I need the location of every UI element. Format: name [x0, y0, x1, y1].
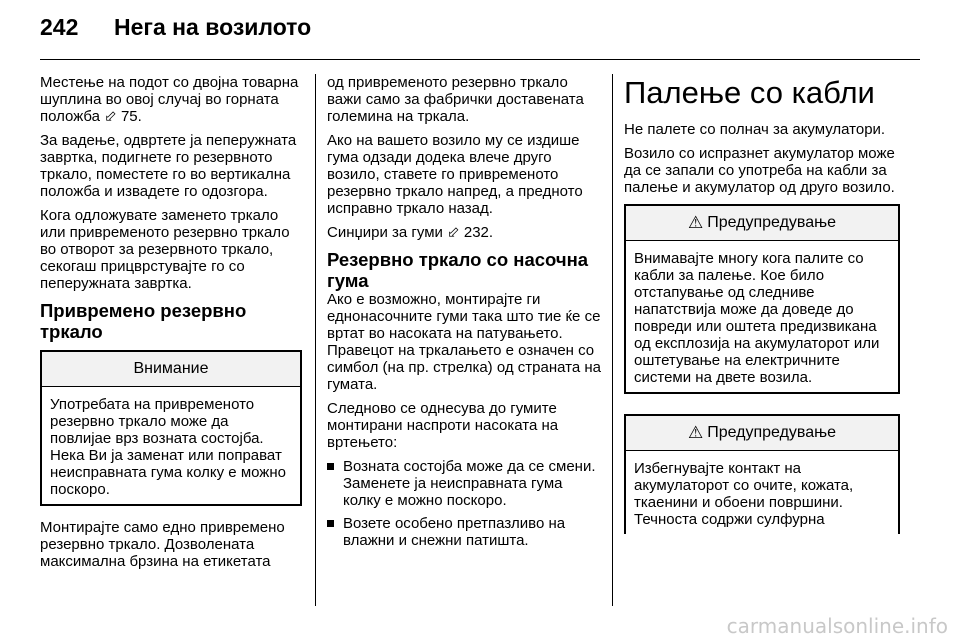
paragraph: Не палете со полнач за акумулатори.: [624, 121, 886, 138]
bullet-icon: [327, 520, 334, 527]
page-header: [40, 14, 311, 48]
paragraph: [327, 224, 601, 241]
paragraph: Следново се однесува до гумите монтирани наспроти насоката на вртењето:: [327, 400, 559, 451]
list-item: [327, 458, 601, 509]
page-ref-icon: ⬃: [447, 224, 460, 241]
column-3: [624, 74, 900, 547]
list-item-text: Возната состојба може да се смени. Заменете ја неисправната гума колку е можно поскоро.: [343, 458, 596, 509]
section-heading: Резервно тркало со насочна гума: [327, 249, 589, 291]
notice-box: [40, 350, 302, 506]
column-1: [40, 74, 302, 577]
notice-text: Употребата на привременото резервно тркало може да повлијае врз возната состојба. Нека Ви ја заменат или поправат неисправната гума колку е можно поскоро.: [50, 396, 286, 498]
warning-triangle-icon: ⚠: [687, 423, 704, 442]
paragraph: Кога одложувате заменето тркало или привременото резервно тркало во отворот за резервното тркало, секогаш прицврстувајте го со пеперужната завртка.: [40, 207, 290, 292]
warning-body: [626, 451, 898, 534]
warning-box: [624, 414, 900, 534]
paragraph-text: Синџири за гуми: [327, 224, 443, 241]
page-title: Нега на возилото: [114, 14, 312, 40]
paragraph: За вадење, одвртете ја пеперужната завртка, подигнете го резервното тркало, поместете го во вертикална положба и извадете го одозгора.: [40, 132, 297, 200]
section-heading: Привремено резервно тркало: [40, 300, 247, 342]
paragraph-text: Местење на подот со двојна товарна шуплина во овој случај во горната положба: [40, 74, 299, 125]
paragraph: Монтирајте само едно привремено резервно тркало. Дозволената максимална брзина на етикетата: [40, 519, 285, 570]
paragraph: [40, 74, 302, 125]
warning-text: Внимавајте многу кога палите со кабли за палење. Кое било отстапување од следниве напатствија може да доведе до повреди или оштета предизвикана од експлозија на акумулаторот или оштетување на електричните системи на двете возила.: [634, 250, 880, 386]
column-2: [327, 74, 601, 555]
header-divider: [40, 59, 920, 60]
page-ref-icon: ⬃: [104, 108, 117, 125]
page-ref-label: 232.: [463, 224, 494, 241]
chapter-heading: Палење со кабли: [624, 75, 875, 110]
warning-box: [624, 204, 900, 394]
list-item-text: Возете особено претпазливо на влажни и снежни патишта.: [343, 515, 566, 549]
page-ref-label: 75.: [120, 108, 142, 125]
bullet-icon: [327, 463, 334, 470]
warning-header: [626, 206, 898, 241]
warning-text: Избегнувајте контакт на акумулаторот со очите, кожата, ткаенини и обоени површини. Течноста содржи сулфурна: [634, 460, 854, 528]
list-item: [327, 515, 601, 549]
notice-body: [42, 387, 300, 504]
warning-triangle-icon: ⚠: [687, 213, 704, 232]
paragraph: од привременото резервно тркало важи само за фабрички доставената големина на тркала.: [327, 74, 584, 125]
warning-header: [626, 416, 898, 451]
paragraph: Возило со испразнет акумулатор може да се запали со употреба на кабли за палење и акумулатор од друго возило.: [624, 145, 895, 196]
bullet-list: [327, 458, 601, 549]
paragraph: Ако е возможно, монтирајте ги еднонасочните гуми така што тие ќе се вртат во насоката на патувањето. Правецот на тркалањето е означен со симбол (на пр. стрелка) од страната на гумата.: [327, 291, 601, 393]
column-divider-1: [315, 74, 316, 606]
warning-body: [626, 241, 898, 392]
warning-title: Предупредување: [707, 424, 837, 441]
page-ref[interactable]: [104, 108, 142, 125]
column-divider-2: [612, 74, 613, 606]
page-number: 242: [40, 14, 79, 40]
warning-title: Предупредување: [707, 214, 837, 231]
notice-title: Внимание: [42, 352, 300, 387]
watermark: carmanualsonline.info: [726, 614, 948, 638]
paragraph: Ако на вашето возило му се издише гума одзади додека влече друго возило, ставете го привременото резервно тркало напред, а предното исправно тркало назад.: [327, 132, 583, 217]
page-ref[interactable]: [447, 224, 493, 241]
